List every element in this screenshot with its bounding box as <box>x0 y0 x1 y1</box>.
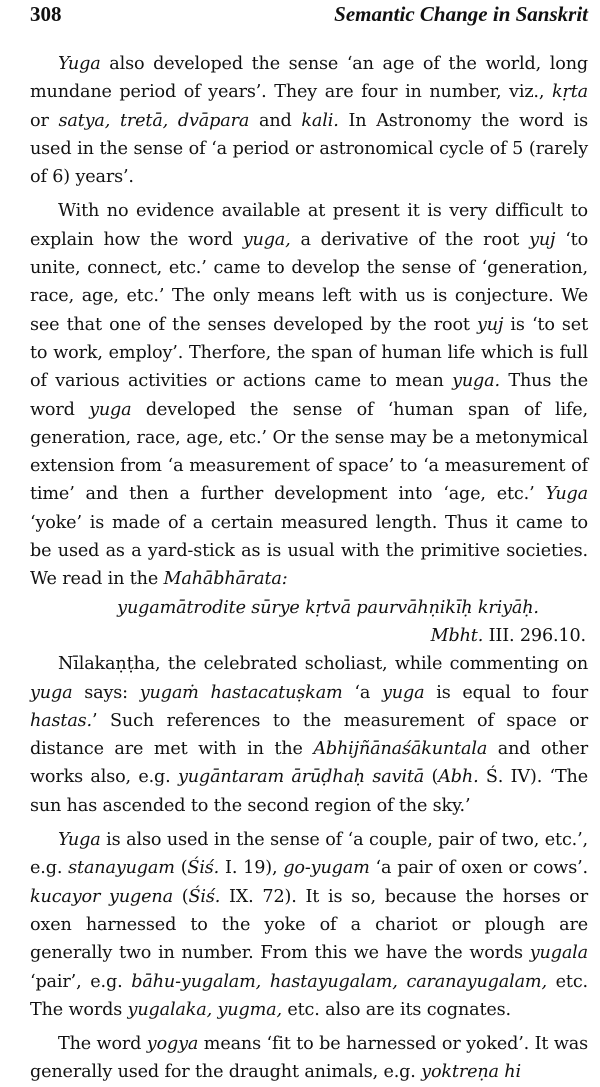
italic-term: yuga. <box>452 371 500 392</box>
italic-term: Yuga <box>58 54 101 74</box>
sanskrit-quotation: yugamātrodite sūrye kṛtvā paurvāhṇikīḥ kriyāḥ. <box>117 597 539 618</box>
text-run: is ‘to set to work, employ’. Therfore, the span of human life which is full of various activities or actions came to mean <box>30 314 588 392</box>
text-run: ‘to unite, connect, etc.’ came to develop the sense of ‘generation, race, age, etc.’ The only means left with us is conjecture. We see that one of the senses developed by the root <box>30 229 589 335</box>
italic-term: yugaṁ hastacatuṣkam <box>139 682 343 703</box>
text-run: is equal to four <box>424 682 588 703</box>
paragraph <box>30 826 588 1024</box>
italic-term: yuga, <box>242 229 291 250</box>
page-number: 308 <box>30 2 62 26</box>
italic-term: bāhu-yugalam, hastayugalam, caranayugalam, <box>131 971 547 992</box>
text-run: etc. also are its cognates. <box>281 999 512 1020</box>
italic-term: go-yugam <box>283 858 370 879</box>
paragraph <box>30 50 588 191</box>
text-run: ‘pair’, e.g. <box>30 971 132 992</box>
text-run: ‘a pair of oxen or cows’. <box>369 858 588 879</box>
italic-term: Śiś. <box>187 858 220 879</box>
text-run: The word <box>58 1034 147 1055</box>
text-run: a derivative of the root <box>290 229 530 250</box>
paragraph <box>30 650 588 820</box>
text-run: Thus the word <box>30 371 588 420</box>
italic-term: yugalaka, yugma, <box>127 999 282 1020</box>
citation-reference: III. 296.10. <box>483 625 586 646</box>
italic-term: yugala <box>529 943 588 964</box>
text-run: means ‘fit to be harnessed or yoked’. It was generally used for the draught animals, e.g. <box>30 1034 588 1083</box>
italic-term: yuga <box>381 682 425 703</box>
text-run: ( <box>174 858 188 879</box>
italic-term: kali. <box>301 110 339 131</box>
italic-term: stanayugam <box>68 858 175 879</box>
italic-term: yugāntaram ārūḍhaḥ savitā <box>178 767 425 788</box>
italic-term: Mahābhārata: <box>163 569 288 590</box>
text-run: Nīlakaṇṭha, the celebrated scholiast, while commenting on <box>58 654 588 675</box>
italic-term: yuj <box>529 229 556 250</box>
italic-term: Yuga <box>545 484 588 505</box>
text-run: ‘a <box>342 682 382 703</box>
text-run: is also used in the sense of ‘a couple, pair of two, etc.’, e.g. <box>30 830 588 879</box>
text-run: With no evidence available at present it is very difficult to explain how the word <box>30 201 588 250</box>
text-run: ’ Such references to the measurement of space or distance are met with in the <box>30 710 588 760</box>
italic-term: satya, tretā, dvāpara <box>58 110 250 131</box>
text-run: developed the sense of ‘human span of life, generation, race, age, etc.’ Or the sense may be a metonymical extension from ‘a measurement of space’ to ‘a measurement of time’ and then a further development into ‘age, etc.’ <box>30 399 588 505</box>
italic-term: yogya <box>146 1034 199 1055</box>
quotation-citation <box>30 622 588 650</box>
text-run: and other works also, e.g. <box>30 739 588 788</box>
page-body <box>30 50 588 1087</box>
text-run: I. 19), <box>219 858 284 879</box>
text-run: etc. The words <box>30 971 588 1020</box>
page-header <box>30 0 588 36</box>
italic-term: yuga <box>89 399 132 420</box>
text-run: ( <box>424 767 439 788</box>
italic-term: kucayor yugena <box>30 886 173 907</box>
text-run: also developed the sense ‘an age of the world, long mundane period of years’. They are four in number, viz., <box>30 54 588 103</box>
text-run: In Astronomy the word is used in the sense of ‘a period or astronomical cycle of 5 (rarely of 6) years’. <box>30 110 588 188</box>
italic-term: hastas. <box>30 710 92 731</box>
text-run: and <box>249 110 302 131</box>
running-title: Semantic Change in Sanskrit <box>334 2 588 26</box>
text-run: IX. 72). It is so, because the horses or oxen harnessed to the yoke of a chariot or plough are generally two in number. From this we have the words <box>30 886 588 964</box>
text-run: ( <box>172 886 189 907</box>
italic-term: yuj <box>476 314 504 335</box>
italic-term: Yuga <box>58 830 101 851</box>
paragraph <box>30 1030 588 1087</box>
citation-source: Mbht. <box>430 625 484 646</box>
paragraph <box>30 197 588 593</box>
italic-term: Abh. <box>438 767 479 788</box>
text-run: or <box>30 110 59 131</box>
italic-term: Abhijñānaśākuntala <box>313 739 488 760</box>
text-run: Ś. IV). ‘The sun has ascended to the second region of the sky.’ <box>30 767 588 816</box>
text-run: ‘yoke’ is made of a certain measured length. Thus it came to be used as a yard-stick as is usual with the primitive societies. We read in the <box>30 512 588 590</box>
italic-term: yoktreṇa hi <box>421 1062 521 1083</box>
italic-term: Śiś. <box>188 886 221 907</box>
italic-term: kṛta <box>551 82 588 103</box>
text-run: says: <box>72 682 140 703</box>
italic-term: yuga <box>30 682 73 703</box>
